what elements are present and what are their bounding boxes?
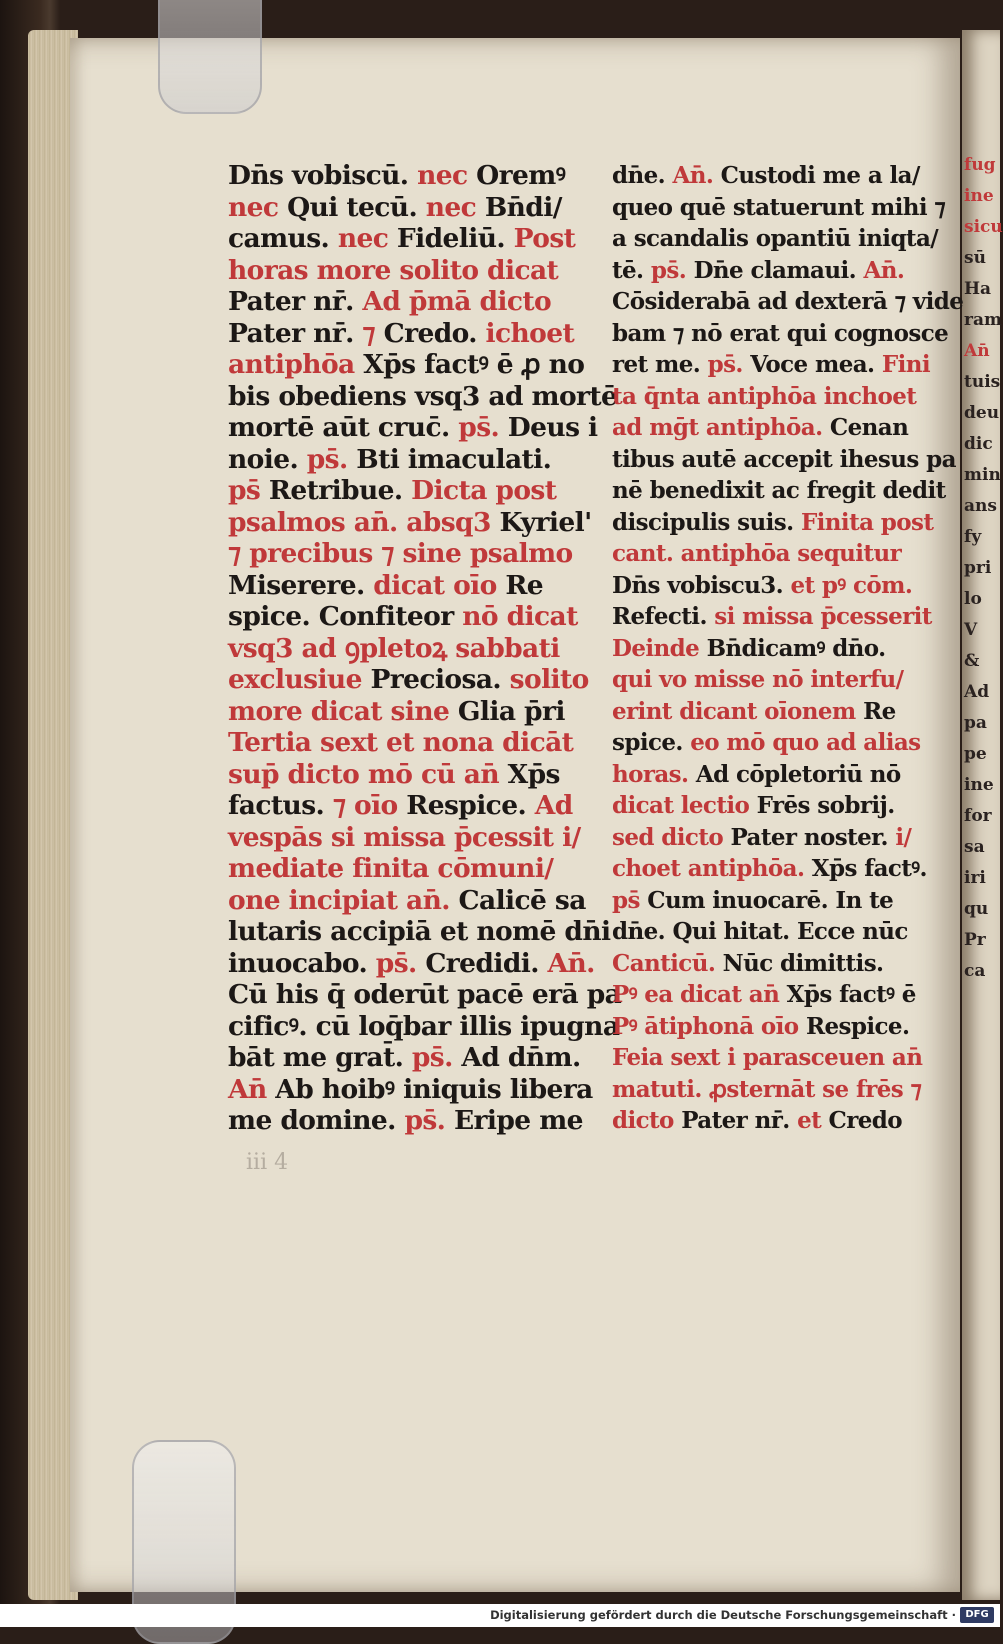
body-text: a scandalis opantiū iniqta/ [612,225,939,252]
body-text: Pr [964,930,986,950]
rubric-text: choet antiphōa. [612,855,805,882]
text-line [612,790,912,822]
text-line [612,538,912,570]
rubric-text: et [797,1107,822,1134]
rubric-text: erint dicant oīonem [612,697,856,725]
body-text: Credo. [383,317,477,349]
body-text: ret me. [612,351,701,378]
rubric-text: antiphōa [228,349,355,380]
body-text: for [964,806,992,826]
body-text: tibus autē accepit ihesus pa [612,445,956,473]
text-line [612,948,912,980]
rubric-text: dicat oīo [373,569,497,601]
text-line [964,522,1000,553]
body-text: lutaris accipiā et nomē dn̄i [228,916,611,947]
body-text: Nūc dimittis. [722,949,884,977]
body-text: Xp̄s [507,758,560,790]
rubric-text: An̄. [672,162,714,189]
body-text: Respice. [805,1012,910,1040]
text-line [964,367,1000,398]
body-text: Kyriel' [499,506,592,538]
body-text: Qui tecū. [287,191,418,223]
text-line [612,916,912,948]
text-column-right [612,160,964,1137]
text-line [612,601,932,633]
rubric-text: ps̄. [404,1105,446,1136]
body-text: bam ⁊ nō erat qui cognosce [612,319,949,347]
body-text: & [964,651,980,671]
rubric-text: ichoet [485,317,575,349]
body-text: discipulis suis. [612,508,794,536]
body-text: pri [964,558,992,578]
text-line [228,916,611,948]
rubric-text: Deinde [612,634,700,662]
rubric-text: Pꝰ ea dicat an̄ [612,981,780,1008]
rubric-text: eo mō quo ad alias [690,729,921,756]
text-line [964,150,1000,181]
text-line [612,885,912,917]
body-text: Custodi me a la/ [720,162,920,189]
text-line [964,491,1000,522]
body-text: Ad cōpletoriū nō [695,760,901,788]
text-line [964,274,1000,305]
text-line [964,553,1000,584]
body-text: Miserere. [228,569,365,601]
text-line [964,243,1000,274]
body-text: spice. [612,729,683,756]
body-text: deu [964,403,1000,423]
rubric-text: dicto [612,1107,674,1134]
text-line [228,286,580,318]
text-line [612,318,949,350]
text-line [964,398,1000,429]
rubric-text: ⁊ [362,317,375,349]
body-text: bāt me grat̄. [228,1042,404,1073]
body-text: dn̄e. Qui hitat. Ecce nūc [612,918,908,945]
body-text: V [964,620,978,640]
text-line [228,884,586,917]
body-text: Dn̄s vobiscū. [228,160,409,191]
body-text: Bti imaculati. [356,443,552,475]
text-line [964,801,1000,832]
body-text: ca [964,961,986,981]
text-line [964,460,1000,491]
text-line [228,727,580,759]
body-text: Re [505,569,544,601]
text-line [964,863,1000,894]
rubric-text: Pꝰ ātiphonā oīo [612,1012,799,1040]
text-line [612,727,921,759]
rubric-text: sup̄ dicto mō cū an̄ [228,758,500,790]
rubric-text: dicat lectio [612,792,750,819]
rubric-text: horas. [612,760,689,788]
text-line [228,853,580,885]
body-text: iri [964,868,986,888]
text-line [228,790,580,822]
body-text: sū [964,248,986,268]
rubric-text: Tertia sext et nona dicāt [228,727,574,758]
rubric-text: Feia sext i parasceuen an̄ [612,1044,923,1071]
dfg-logo: DFG [960,1607,994,1623]
rubric-text: Ad p̄mā dicto [362,286,552,317]
rubric-text: solito [509,664,589,695]
rubric-text: ps̄. [375,947,417,979]
rubric-text: exclusiue [228,664,362,695]
rubric-text: horas more solito dicat [228,254,559,286]
text-line [228,475,580,507]
body-text: Refecti. [612,603,707,630]
body-text: tē. [612,256,644,284]
text-line [612,381,917,413]
rubric-text: Ad [534,790,573,821]
body-text: Xp̄s factꝰ. [811,855,927,882]
rubric-text: Finita post [800,508,934,536]
rubric-text: vsq3 ad ꝯpletoꝝ sabbati [228,632,560,664]
text-line [612,255,912,287]
text-column-left [228,160,622,1137]
rubric-text: nō dicat [462,601,578,632]
body-text: Ad dn̄m. [461,1042,581,1073]
text-line [612,1074,922,1106]
body-text: Retribue. [268,475,403,506]
text-line [612,570,912,602]
body-text: Frēs sobrij. [756,792,895,819]
rubric-text: i/ [895,823,912,851]
body-text: Calicē sa [458,884,586,916]
body-text: Cenan [829,414,909,441]
rubric-text: ps̄. [458,412,500,443]
text-line [612,286,964,318]
body-text: Respice. [406,790,527,821]
text-line [612,633,912,665]
text-line [964,181,1000,212]
body-text: Oremꝰ [476,160,566,191]
rubric-text: An̄. [547,947,595,979]
rubric-text: cant. antiphōa sequitur [612,540,902,567]
body-text: Ha [964,279,992,299]
text-line [612,696,912,728]
rubric-text: more dicat sine [228,695,450,727]
text-line [964,770,1000,801]
body-text: Pater nr̄. [228,286,354,317]
rubric-text: ⁊ oīo [332,790,398,821]
text-line [228,1010,620,1043]
body-text: ram [964,310,1002,330]
body-text: Re [863,697,896,725]
rubric-text: nec [228,191,279,223]
text-line [612,822,912,854]
body-text: fy [964,527,982,547]
body-text: Ad [964,682,990,702]
body-text: mortē aūt cruc̄. [228,412,450,443]
body-text: Credo [828,1107,903,1134]
text-line [612,1011,912,1043]
text-line [964,894,1000,925]
body-text: dic [964,434,993,454]
body-text: ine [964,775,994,795]
rubric-text: ine [964,186,994,206]
text-line [228,1105,583,1137]
text-line [228,318,580,350]
text-line [964,646,1000,677]
text-line [612,1105,912,1137]
body-text: camus. [228,223,330,254]
rubric-text: Fini [881,351,931,378]
body-text: Cū his q̄ oderūt pacē erā pa [228,979,622,1010]
body-text: Glia p̄ri [457,695,565,727]
text-line [228,223,580,255]
body-text: Dn̄e clamaui. [693,256,857,284]
text-line [228,979,622,1011]
body-text: Credidi. [425,947,539,979]
body-text: Cōsiderabā ad dexterā ⁊ vide [612,288,964,315]
body-text: Voce mea. [750,351,875,378]
text-line [964,832,1000,863]
text-line [964,615,1000,646]
body-text: lo [964,589,982,609]
text-line [612,507,934,539]
body-text: pa [964,713,987,733]
body-text: Bn̄di/ [484,191,562,223]
rubric-text: ps̄. [306,443,348,475]
text-line [612,160,920,192]
body-text: dn̄e. [612,162,666,189]
body-text: Fideliū. [396,223,506,254]
text-line [612,1042,923,1074]
text-line [964,584,1000,615]
text-line [228,759,580,791]
text-line [228,664,589,696]
top-page-clip [158,0,262,114]
rubric-text: vespās si missa p̄cessit i/ [228,821,581,853]
body-text: Eripe me [453,1105,583,1136]
rubric-text: ps̄ [612,886,640,914]
text-line [228,192,580,224]
text-line [228,633,580,665]
rubric-text: Post [513,223,576,254]
text-line [964,305,1000,336]
body-text: Xp̄s factꝰ ē [786,981,916,1008]
text-line [228,380,618,413]
text-line [228,412,598,444]
rubric-text: ad mḡt antiphōa. [612,414,823,441]
body-text: Pater noster. [730,823,888,851]
body-text: ans [964,496,997,516]
text-line [612,979,916,1011]
rubric-text: psalmos an̄. absq3 [228,506,491,538]
text-line [612,759,912,791]
body-text: me domine. [228,1105,396,1136]
body-text: queo quē statuerunt mihi ⁊ [612,193,946,221]
funding-note: Digitalisierung gefördert durch die Deutsche Forschungsgemeinschaft · [490,1608,956,1622]
text-line [612,192,946,224]
body-text: factus. [228,790,325,821]
rubric-text: sicu [964,217,1003,237]
rubric-text: ps̄. [650,256,687,284]
rubric-text: ps̄. [411,1042,453,1073]
text-line [964,677,1000,708]
body-text: nē benedixit ac fregit dedit [612,477,946,504]
facing-page-text-fragment [964,150,1003,987]
rubric-text: An̄. [863,256,905,284]
text-line [228,696,580,728]
body-text: sa [964,837,985,857]
text-line [964,925,1000,956]
rubric-text: nec [417,160,468,191]
text-line [228,1073,593,1106]
body-text: spice. Confiteor [228,601,454,632]
text-line [228,1042,580,1074]
text-line [612,223,939,255]
body-text: Deus i [507,412,598,443]
text-line [228,822,580,854]
text-line [964,956,1000,987]
body-text: noie. [228,443,299,475]
body-text: inuocabo. [228,947,368,979]
text-line [228,538,580,570]
text-line [964,739,1000,770]
text-line [228,255,580,287]
body-text: Pater nr̄. [228,317,354,349]
body-text: bis obediens vsq3 ad mortē [228,380,618,412]
body-text: Dn̄s vobiscu3. [612,571,784,599]
body-text: qu [964,899,989,919]
rubric-text: Dicta post [411,475,557,506]
text-line [228,444,580,476]
rubric-text: ⁊ precibus ⁊ sine psalmo [228,538,573,569]
rubric-text: one incipiat an̄. [228,884,450,916]
text-line [228,570,580,602]
signature-mark: iii 4 [246,1150,289,1175]
body-text: pe [964,744,987,764]
rubric-text: nec [425,191,477,223]
text-line [612,349,931,381]
body-text: tuis [964,372,1001,392]
rubric-text: ps̄. [707,351,743,378]
text-line [228,601,580,633]
rubric-text: fug [964,155,996,175]
rubric-text: nec [337,223,389,254]
text-line [612,853,927,885]
body-text: cificꝰ. cū loq̄bar illis ipugna [228,1010,620,1042]
rubric-text: An̄ [228,1073,267,1105]
rubric-text: ta q̄nta antiphōa inchoet [612,382,917,410]
text-line [612,412,912,444]
rubric-text: Canticū. [612,949,716,977]
rubric-text: mediate finita cōmuni/ [228,853,554,884]
body-text: Ab hoibꝰ iniquis libera [275,1073,593,1105]
text-line [228,349,585,381]
rubric-text: qui vo misse nō interfu/ [612,666,904,693]
text-line [964,708,1000,739]
body-text: Preciosa. [370,664,502,695]
footer-bar [0,1604,1000,1627]
rubric-text: An̄ [964,341,990,361]
text-line [964,212,1003,243]
text-line [228,506,592,539]
text-line [228,160,580,192]
text-line [612,444,956,476]
text-line [612,475,946,507]
rubric-text: ps̄ [228,475,261,506]
rubric-text: matuti. ꝓsternāt se frēs ⁊ [612,1075,922,1103]
text-line [964,429,1000,460]
body-text: Pater nr̄. [681,1107,790,1134]
text-line [612,664,912,696]
body-text: Xp̄s factꝰ ē ꝓ no [363,349,585,380]
text-line [228,947,595,980]
rubric-text: si missa p̄cesserit [714,603,932,630]
body-text: Cum inuocarē. In te [647,886,894,914]
text-line [964,336,1000,367]
rubric-text: sed dicto [612,823,724,851]
body-text: min [964,465,1001,485]
rubric-text: et pꝰ cōm. [790,571,913,599]
body-text: Bn̄dicamꝰ dn̄o. [706,634,886,662]
